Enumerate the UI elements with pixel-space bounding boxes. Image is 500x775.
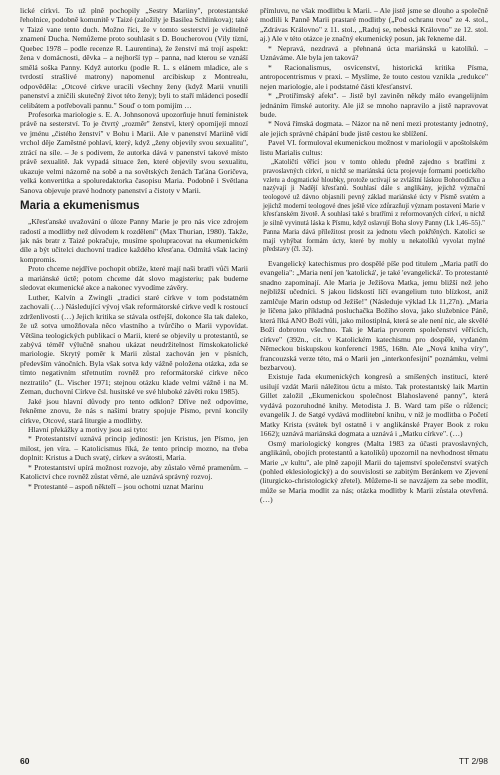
quote-text: „Katoličtí věřící jsou v tomto ohledu předně zajedno s bratřími z pravoslavných církví, u nichž se mariánská úcta projevuje formami poetického vzletu a dogmatické hloubky, protože uctívají se zvláštní láskou Bohorodičku a nazývají ji Nadějí křesťanů. Souhlasí dále s anglikány, jejichž význační teologové už dávno objasnili pevný základ mariánské úcty v Písmě svatém a jejichž moderní teologové dnes ještě více zdůrazňují význam postavení Marie v křesťanském životě. A souhlasí také s bratřími z reformovaných církví, u nichž je silně vyvinutá láska k Písmu, když oslavují Boha slovy Panny (Lk 1,46–55)." Panna Maria dává příležitost prosit za jednotu všech pokřtěných. Katolíci se mají vyhýbat formám úcty, které by mohly u nekatolíků vyvolat mylné představy (čl. 32). <box>263 159 485 254</box>
paragraph: * „Protiřímský afekt". – Jistě byl zaviněn někdy málo evangelijním jednáním římské autority. Ale již se mnoho napravilo a jistě napravovat bude. <box>260 91 488 119</box>
paragraph: * Racionalismus, osvícenství, historická kritika Písma, antropocentrismus v praxi. – Myslíme, že touto cestou vznikla „redukce" nejen mariologie, ale i podstatné části křesťanství. <box>260 62 488 91</box>
issue-label: TT 2/98 <box>458 756 488 766</box>
left-column <box>20 6 248 751</box>
page-footer <box>20 756 488 766</box>
right-column <box>260 6 488 751</box>
paragraph: přímluvu, ne však modlitbu k Marii. – Ale jistě jsme se dlouho a společně modlili k Panně Marii prastaré modlitby („Pod ochranu tvou" ze 4. stol., „Zdrávas Královno" z 11. stol., „Raduj se, nebeská Královno" ze 12. stol. aj.) Ale v této otázce je značný ekumenický posun, jak řekneme dál. <box>260 6 488 44</box>
paragraph: Luther, Kalvín a Zwingli „tradici staré církve v tom podstatném zachovali (…) Následující vývoj však reformátorské církve vedl k rostoucí zdrženlivosti (…) Jejich kritika se stávala ostřejší, dokonce šla tak daleko, že už sotva umožňovala něco vlastního a tvůrčího o Marii vypovídat. Většina teologických publikací o Marii, které se objevily u protestantů, se zabývá téměř výlučně snahou ukázat neudržitelnost římskokatolické mariologie. Skrytý poměr k Marii zůstal zachován jen v písních, především vánočních. Byla však sotva kdy vážně položena otázka, zda se tímto negativním střetnutím rovněž pro reformátorské církve něco neztratilo" (L. Vischer 1971; stejnou otázku klade velmi vážně i na M. Zeman, duchovní Církve čsl. husitské ve své hluboké závěti roku 1985). <box>20 292 248 397</box>
paragraph: Evangelický katechismus pro dospělé píše pod titulem „Maria patří do evangelia": „Maria není jen 'katolická', je také 'evangelická'. To protestanté snadno zapomínají. Ale Maria je Ježíšova Matka, jemu bližší než jeho nejbližší učedníci. S jakou lidskostí líčí evangelium tuto blízkost, aniž zamlčuje Marin odstup od Ježíše!" (Následuje výklad Lk 11,27n). „Maria je líčena jako příkladná posluchačka Božího slova, jako služebnice Páně, která říká ANO Boží vůli, jako milostiplná, která se ale není nic, ale skvělé Boží dobrotou všechno. Tak je Maria prvorem společenství věřících, církve" (392n., cit. v Katolickém katechismu pro dospělé, vydaném Německou biskupskou konferencí 1985, 168n. Ale „Nová kniha víry", francouzská verze této, má o Marii jen „interkonfesijní" poznámku, velmi bezbarvou). <box>260 258 488 372</box>
text-columns <box>20 6 488 751</box>
paragraph: * Protestantství uznává princip jedinosti: jen Kristus, jen Písmo, jen milost, jen víra. – Katolicismus říká, že tento princip mozno, na třeba doplnit: Kristus a Duch svatý, církev a svátosti, Maria. <box>20 434 248 463</box>
paragraph: lické církvi. To už plně pochopily „Sestry Mariiny", protestantské řeholnice, podobně komunitě v Taizé (založily je Basilea Schlinkova); také v Taizé vane tento duch. Možno říci, že v tomto sesterství je viditelně znamení Ducha. Nemůžeme proto souhlasit s D. Boucherovou (Vily tízní, Quebec 1978 – podle recenze R. Laurentina), že ženství má trojí aspekt: žena v domácnosti, děvka – a nejhorší typ – panna, nad kterou se vznáší smělá soška Panny. Když autorku (podle R. L. s elánem mladice, ale s tvrdostí strašlivé matrony) napomenul arcibiskup z Montrealu, odpověděla: „Otcové církve uracili všechny ženy (když Marii vnutili panenství a zničili skutečný život této ženy); byli to staří mládenci posedlí celibátem a potřebovali pannu." Souď o tom pomijím … <box>20 6 248 110</box>
page-number: 60 <box>20 756 30 766</box>
paragraph: Jaké jsou hlavní důvody pro tento odklon? Dříve než odpovíme, řekněme znovu, že nás s našimi bratry spojuje Písmo, první koncily církve, Otcové, stará liturgie a modlitby. <box>20 396 248 425</box>
paragraph: Pavel VI. formuloval ekumenickou možnost v mariologii v apoštolském listu Marialis cultus: <box>260 138 488 157</box>
paragraph: * Protestanté – aspoň někteří – jsou ochotni uznat Marinu <box>28 481 204 491</box>
paragraph: Proto chceme nejdříve pochopit obtíže, které mají naši bratři vůči Marii a mariánské úctě; potom chceme dát slovo magisteriu; pak budeme sledovat ekumenické akce a nakonec vyvodíme závěry. <box>20 264 248 293</box>
paragraph: Profesorka mariologie s. E. A. Johnsonová upozorňuje hnutí feministek právě na sesterství. To je čtvrtý „rozměr" ženství, který opomíjejí mnozí ve jménu „čistého ženství" v Bohu i Marii. Ale v panenství Mariině vidí vrchol děje Zaměstné pohlaví, který, když „ženy objevily svou sexualitu", ztrácí na síle. – Je s podivem, že autorka dává v panenství takové místo právě sexualitě. Jak vypadá situace žen, které objevily svou sexualitu, ukazuje velmi názorně na sobě a na sovětských ženách Taťána Goričeva, velká konvertitka a spoluredaktorka časopisu Maria. Podobně i Světlana Sanova objevuje pravé hodnoty panenství a čistoty v Marii. <box>20 109 248 195</box>
paragraph: Hlavní překážky a motivy jsou asi tyto: <box>28 425 148 435</box>
paragraph: „Křesťanské uvažování o úloze Panny Marie je pro nás vice zdrojem radostí a modlitby než důvodem k rozdělení" (Max Thurian, 1980). Takže, jak nás bratr z Taizé pokračuje, musíme spolupracovat na ekumenickém díle a být učitelci duchovní tradice každého křesťana. Odmítá však laciný kompromis. <box>20 217 248 264</box>
block-quote <box>260 159 488 255</box>
paragraph: * Protestantství upírá možnost rozvoje, aby zůstalo věrné pramenům. – Katolictví chce rovněž zůstat věrné, ale uznává správný rozvoj. <box>20 462 248 482</box>
section-heading: Maria a ekumenismus <box>20 200 140 213</box>
paragraph: * Nová římská dogmata. – Názor na ně není mezi protestanty jednotný, ale jejich správné chápání bude jistě cestou ke sblížení. <box>260 119 488 138</box>
paragraph: * Nepravá, nezdravá a přehnaná úcta mariánská u katolíků. – Uznáváme. Ale byla jen taková? <box>260 43 488 63</box>
paragraph: Existuje řada ekumenických kongresů a smíšených institucí, které usilují vzdát Marii náležitou úctu a místo. Tak protestantský laik Martin Gillet založil „Ekumenickou společnost Blahoslavené panny", která vydává pozoruhodné knihy. Metodista J. B. Ward tam píše o růženci; evangelík J. de Satgé vydává modlitební knihu, v níž je modlitba o Početí Matky Krista (svátek byl ostatně i v anglikánské Prayer Book z roku 1662); uznává mariánská dogmata a uznává i „Matku církve". (…) <box>260 372 488 439</box>
paragraph: Osmý mariologický kongres (Malta 1983 za účasti pravoslavných, anglikánů, obojích protestantů a katolíků) upozornil na nevhodnost těmatu Marie „v kultu", ale plně zapojil Marii do tajemství společenství svatých (pohled eklesiologický) a do souvislosti se zabitým Beránkem ve Zjevení (liturgicko-christologický zřetel). Můžeme-li se navzájem za sebe modlit, může se Maria modlit za nás; otázka modlitby k Marii zůstala otevřená. (…) <box>260 438 488 505</box>
